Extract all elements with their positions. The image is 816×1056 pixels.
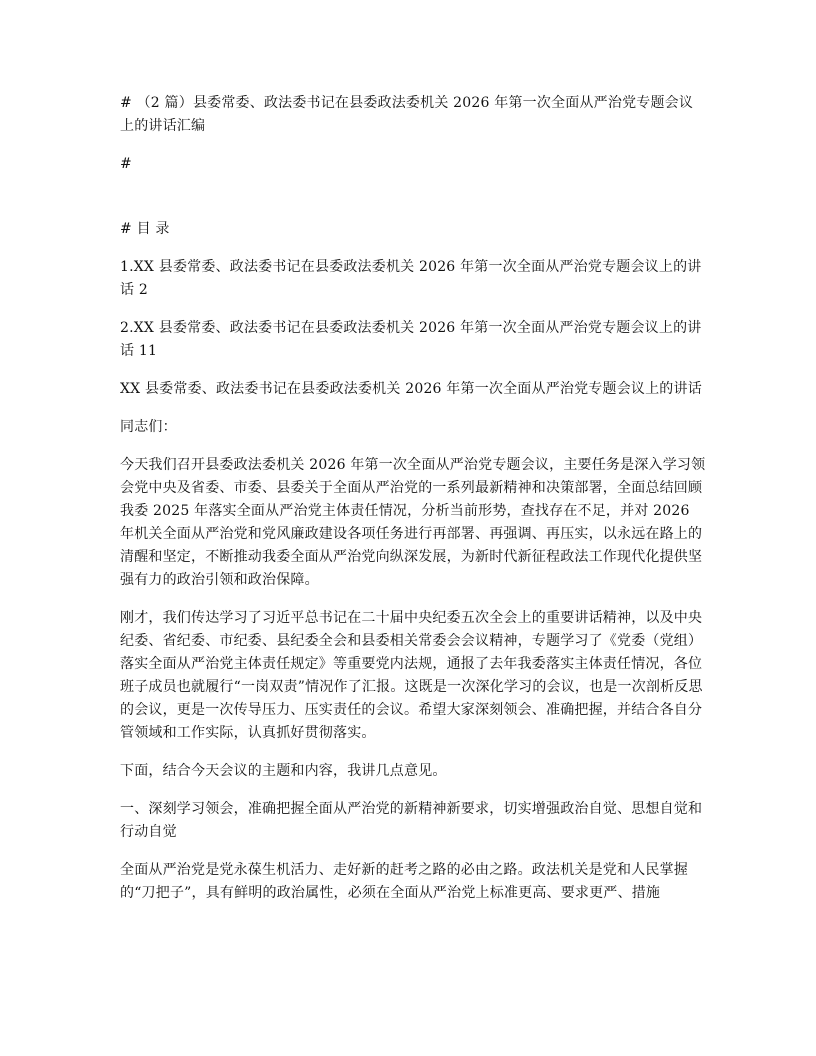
hash-line: # (120, 156, 132, 172)
salutation: 同志们： (120, 419, 177, 435)
blank-line (120, 191, 706, 218)
section-heading: 一、深刻学习领会，准确把握全面从严治党的新精神新要求，切实增强政治自觉、思想自觉和行动自觉 (120, 801, 703, 840)
body-paragraph: 下面，结合今天会议的主题和内容，我讲几点意见。 (120, 763, 447, 779)
document-body (120, 92, 706, 920)
toc-heading: # 目 录 (120, 221, 170, 237)
toc-item: 1.XX 县委常委、政法委书记在县委政法委机关 2026 年第一次全面从严治党专题会议上的讲话 2 (120, 259, 702, 298)
speech-title: XX 县委常委、政法委书记在县委政法委机关 2026 年第一次全面从严治党专题会议上的讲话 (120, 381, 702, 397)
body-paragraph: 全面从严治党是党永葆生机活力、走好新的赶考之路的必由之路。政法机关是党和人民掌握的“刀把子”，具有鲜明的政治属性，必须在全面从严治党上标准更高、要求更严、措施 (120, 862, 688, 901)
document-title: # （2 篇）县委常委、政法委书记在县委政法委机关 2026 年第一次全面从严治党专题会议上的讲话汇编 (120, 95, 694, 134)
body-paragraph: 今天我们召开县委政法委机关 2026 年第一次全面从严治党专题会议，主要任务是深入学习领会党中央及省委、市委、县委关于全面从严治党的一系列最新精神和决策部署，全面总结回顾我委 2025 年落实全面从严治党主体责任情况，分析当前形势，查找存在不足，并对 2026 年机关全面从严治党和党风廉政建设各项任务进行再部署、再强调、再压实，以永远在路上的清醒和坚定，不断推动我委全面从严治党向纵深发展，为新时代新征程政法工作现代化提供坚强有力的政治引领和政治保障。 (120, 457, 706, 588)
toc-item: 2.XX 县委常委、政法委书记在县委政法委机关 2026 年第一次全面从严治党专题会议上的讲话 11 (120, 320, 702, 359)
body-paragraph: 刚才，我们传达学习了习近平总书记在二十届中央纪委五次全会上的重要讲话精神，以及中央纪委、省纪委、市纪委、县纪委全会和县委相关常委会会议精神，专题学习了《党委（党组）落实全面从严治党主体责任规定》等重要党内法规，通报了去年我委落实主体责任情况，各位班子成员也就履行“一岗双责”情况作了汇报。这既是一次深化学习的会议，也是一次剖析反思的会议，更是一次传导压力、压实责任的会议。希望大家深刻领会、准确把握，并结合各自分管领域和工作实际，认真抓好贯彻落实。 (120, 610, 703, 741)
